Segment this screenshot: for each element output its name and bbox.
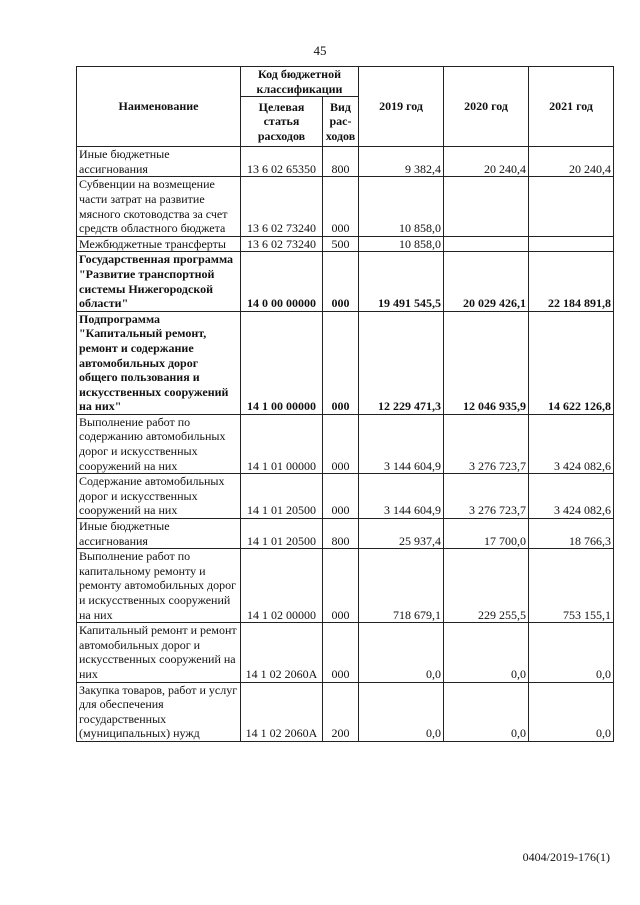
page-number: 45	[313, 43, 327, 58]
row-code-cell: 14 1 02 00000	[241, 549, 323, 623]
row-2021-cell	[529, 177, 614, 236]
row-2019-cell: 3 144 604,9	[359, 474, 444, 519]
row-name-cell: Закупка товаров, работ и услуг для обеспечения государственных (муниципальных) нужд	[77, 682, 241, 741]
row-2020-cell: 0,0	[444, 682, 529, 741]
table-row	[77, 414, 614, 473]
row-2019-cell: 3 144 604,9	[359, 414, 444, 473]
row-2020-cell	[444, 177, 529, 236]
row-expense-type-cell: 000	[323, 177, 359, 236]
row-2019-cell: 19 491 545,5	[359, 252, 444, 311]
row-2021-cell: 20 240,4	[529, 147, 614, 177]
row-2021-cell: 22 184 891,8	[529, 252, 614, 311]
table-row	[77, 236, 614, 252]
table-row	[77, 682, 614, 741]
row-2021-cell: 753 155,1	[529, 549, 614, 623]
row-expense-type-cell: 000	[323, 311, 359, 414]
row-2020-cell: 17 700,0	[444, 519, 529, 549]
row-expense-type-cell: 000	[323, 414, 359, 473]
table-body	[77, 147, 614, 742]
row-2020-cell: 3 276 723,7	[444, 474, 529, 519]
row-2021-cell	[529, 236, 614, 252]
row-2020-cell: 229 255,5	[444, 549, 529, 623]
row-2021-cell: 3 424 082,6	[529, 474, 614, 519]
row-2019-cell: 0,0	[359, 682, 444, 741]
row-expense-type-cell: 000	[323, 474, 359, 519]
row-name-cell: Межбюджетные трансферты	[77, 236, 241, 252]
row-2020-cell: 20 029 426,1	[444, 252, 529, 311]
header-expense-type: Вид рас- ходов	[323, 97, 359, 147]
row-2019-cell: 718 679,1	[359, 549, 444, 623]
row-2019-cell: 12 229 471,3	[359, 311, 444, 414]
row-expense-type-cell: 800	[323, 147, 359, 177]
row-code-cell: 14 1 00 00000	[241, 311, 323, 414]
row-2019-cell: 10 858,0	[359, 177, 444, 236]
header-target-article: Целевая статья расходов	[241, 97, 323, 147]
row-name-cell: Капитальный ремонт и ремонт автомобильных дорог и искусственных сооружений на них	[77, 623, 241, 682]
header-2021: 2021 год	[529, 67, 614, 147]
row-2021-cell: 0,0	[529, 623, 614, 682]
row-2020-cell	[444, 236, 529, 252]
row-2019-cell: 9 382,4	[359, 147, 444, 177]
row-code-cell: 13 6 02 73240	[241, 177, 323, 236]
header-2020: 2020 год	[444, 67, 529, 147]
table-row	[77, 311, 614, 414]
row-name-cell: Иные бюджетные ассигнования	[77, 519, 241, 549]
row-name-cell: Субвенции на возмещение части затрат на развитие мясного скотоводства за счет средств областного бюджета	[77, 177, 241, 236]
row-expense-type-cell: 500	[323, 236, 359, 252]
table-row	[77, 549, 614, 623]
table-row	[77, 474, 614, 519]
row-2020-cell: 3 276 723,7	[444, 414, 529, 473]
row-expense-type-cell: 000	[323, 623, 359, 682]
header-name: Наименование	[77, 67, 241, 147]
budget-table	[76, 66, 614, 742]
row-expense-type-cell: 800	[323, 519, 359, 549]
row-expense-type-cell: 200	[323, 682, 359, 741]
table-row	[77, 177, 614, 236]
table-row	[77, 147, 614, 177]
row-expense-type-cell: 000	[323, 252, 359, 311]
row-2020-cell: 12 046 935,9	[444, 311, 529, 414]
table-row	[77, 623, 614, 682]
row-name-cell: Содержание автомобильных дорог и искусственных сооружений на них	[77, 474, 241, 519]
row-2020-cell: 20 240,4	[444, 147, 529, 177]
row-code-cell: 14 1 01 00000	[241, 414, 323, 473]
row-expense-type-cell: 000	[323, 549, 359, 623]
row-2019-cell: 0,0	[359, 623, 444, 682]
row-code-cell: 14 1 02 2060А	[241, 623, 323, 682]
row-2019-cell: 10 858,0	[359, 236, 444, 252]
row-code-cell: 13 6 02 65350	[241, 147, 323, 177]
row-name-cell: Иные бюджетные ассигнования	[77, 147, 241, 177]
row-name-cell: Выполнение работ по капитальному ремонту и ремонту автомобильных дорог и искусственных сооружений на них	[77, 549, 241, 623]
row-code-cell: 14 1 01 20500	[241, 519, 323, 549]
header-2019: 2019 год	[359, 67, 444, 147]
row-2021-cell: 3 424 082,6	[529, 414, 614, 473]
row-name-cell: Государственная программа "Развитие транспортной системы Нижегородской области"	[77, 252, 241, 311]
row-2019-cell: 25 937,4	[359, 519, 444, 549]
table-row	[77, 519, 614, 549]
row-2021-cell: 0,0	[529, 682, 614, 741]
row-code-cell: 14 1 01 20500	[241, 474, 323, 519]
document-code: 0404/2019-176(1)	[522, 850, 610, 864]
row-code-cell: 14 1 02 2060А	[241, 682, 323, 741]
row-2021-cell: 14 622 126,8	[529, 311, 614, 414]
header-code-group: Код бюджетной классификации	[241, 67, 359, 97]
row-2020-cell: 0,0	[444, 623, 529, 682]
table-row	[77, 252, 614, 311]
row-2021-cell: 18 766,3	[529, 519, 614, 549]
row-name-cell: Подпрограмма "Капитальный ремонт, ремонт и содержание автомобильных дорог общего пользования и искусственных сооружений на них"	[77, 311, 241, 414]
row-code-cell: 14 0 00 00000	[241, 252, 323, 311]
row-code-cell: 13 6 02 73240	[241, 236, 323, 252]
row-name-cell: Выполнение работ по содержанию автомобильных дорог и искусственных сооружений на них	[77, 414, 241, 473]
